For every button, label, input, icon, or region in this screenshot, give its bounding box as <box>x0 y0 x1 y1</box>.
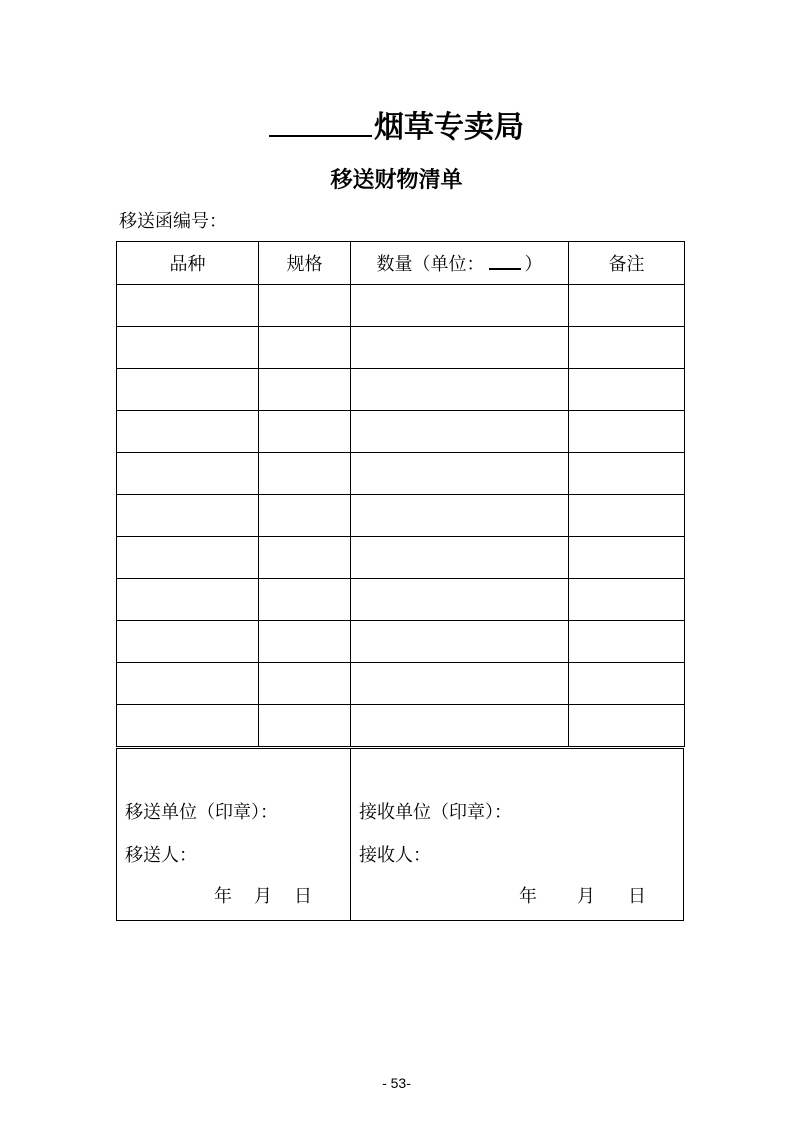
title-text: 烟草专卖局 <box>374 110 524 145</box>
letter-number-label: 移送函编号： <box>119 211 227 232</box>
remarks-cell[interactable] <box>569 705 685 747</box>
variety-cell[interactable] <box>117 495 259 537</box>
sender-person-label: 移送人： <box>125 845 197 866</box>
table-header-row <box>117 242 685 285</box>
remarks-cell[interactable] <box>569 663 685 705</box>
table-row <box>117 495 685 537</box>
bureau-name-blank[interactable] <box>269 105 372 137</box>
spec-cell[interactable] <box>259 537 351 579</box>
quantity-cell[interactable] <box>351 663 569 705</box>
table-row <box>117 453 685 495</box>
table-row <box>117 285 685 327</box>
column-header-quantity: 数量（单位： ） <box>351 242 569 285</box>
spec-cell[interactable] <box>259 453 351 495</box>
variety-cell[interactable] <box>117 621 259 663</box>
quantity-cell[interactable] <box>351 579 569 621</box>
spec-cell[interactable] <box>259 495 351 537</box>
remarks-cell[interactable] <box>569 411 685 453</box>
signature-section <box>116 748 684 921</box>
remarks-cell[interactable] <box>569 579 685 621</box>
spec-cell[interactable] <box>259 621 351 663</box>
table-row <box>117 327 685 369</box>
table-row <box>117 537 685 579</box>
remarks-cell[interactable] <box>569 327 685 369</box>
table-row <box>117 705 685 747</box>
receiver-unit-label: 接收单位（印章）： <box>359 802 512 823</box>
day-label: 日 <box>628 886 646 907</box>
year-label: 年 <box>519 886 537 907</box>
year-label: 年 <box>214 886 232 907</box>
column-header-remarks: 备注 <box>569 242 685 285</box>
remarks-cell[interactable] <box>569 495 685 537</box>
remarks-cell[interactable] <box>569 453 685 495</box>
remarks-cell[interactable] <box>569 285 685 327</box>
sender-cell[interactable] <box>117 749 351 920</box>
quantity-cell[interactable] <box>351 705 569 747</box>
variety-cell[interactable] <box>117 327 259 369</box>
month-label: 月 <box>577 886 595 907</box>
variety-cell[interactable] <box>117 369 259 411</box>
variety-cell[interactable] <box>117 537 259 579</box>
variety-cell[interactable] <box>117 705 259 747</box>
items-table <box>116 241 685 747</box>
table-row <box>117 663 685 705</box>
quantity-cell[interactable] <box>351 285 569 327</box>
document-title <box>0 105 793 148</box>
receiver-cell[interactable] <box>351 749 683 920</box>
month-label: 月 <box>254 886 272 907</box>
page-number: - 53- <box>382 1075 411 1091</box>
quantity-cell[interactable] <box>351 537 569 579</box>
document-subtitle: 移送财物清单 <box>330 168 463 193</box>
quantity-cell[interactable] <box>351 327 569 369</box>
variety-cell[interactable] <box>117 411 259 453</box>
variety-cell[interactable] <box>117 579 259 621</box>
quantity-cell[interactable] <box>351 453 569 495</box>
spec-cell[interactable] <box>259 579 351 621</box>
variety-cell[interactable] <box>117 663 259 705</box>
quantity-cell[interactable] <box>351 495 569 537</box>
spec-cell[interactable] <box>259 663 351 705</box>
table-row <box>117 411 685 453</box>
quantity-cell[interactable] <box>351 369 569 411</box>
table-row <box>117 369 685 411</box>
column-header-spec: 规格 <box>259 242 351 285</box>
day-label: 日 <box>294 886 312 907</box>
spec-cell[interactable] <box>259 369 351 411</box>
spec-cell[interactable] <box>259 411 351 453</box>
spec-cell[interactable] <box>259 327 351 369</box>
table-row <box>117 579 685 621</box>
column-header-variety: 品种 <box>117 242 259 285</box>
quantity-cell[interactable] <box>351 411 569 453</box>
remarks-cell[interactable] <box>569 369 685 411</box>
spec-cell[interactable] <box>259 705 351 747</box>
unit-blank[interactable] <box>489 252 521 270</box>
spec-cell[interactable] <box>259 285 351 327</box>
remarks-cell[interactable] <box>569 537 685 579</box>
receiver-person-label: 接收人： <box>359 845 431 866</box>
table-row <box>117 621 685 663</box>
remarks-cell[interactable] <box>569 621 685 663</box>
sender-unit-label: 移送单位（印章）： <box>125 802 278 823</box>
variety-cell[interactable] <box>117 285 259 327</box>
quantity-cell[interactable] <box>351 621 569 663</box>
variety-cell[interactable] <box>117 453 259 495</box>
